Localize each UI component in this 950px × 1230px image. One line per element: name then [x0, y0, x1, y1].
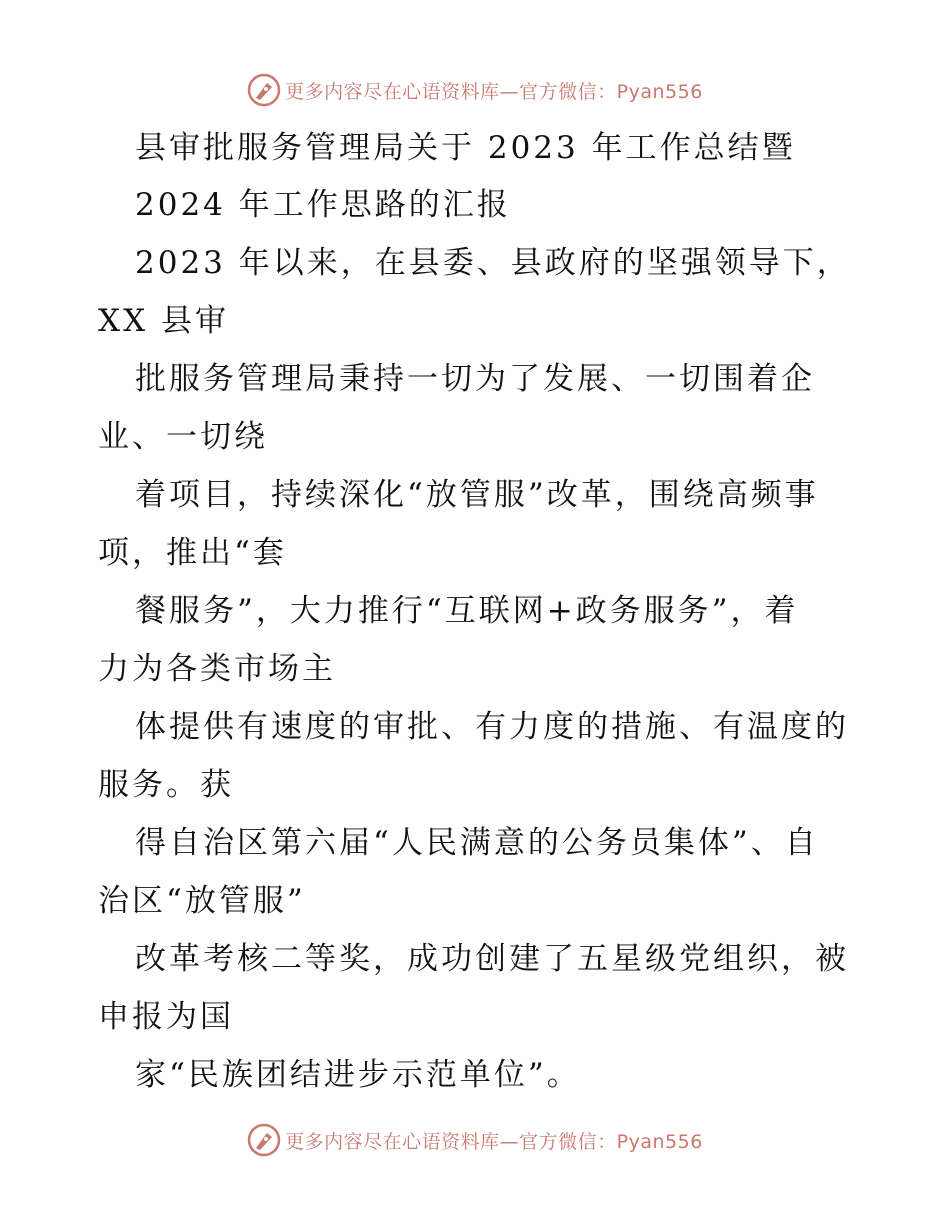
paragraph-line: 申报为国: [98, 999, 234, 1035]
paragraph-line: 项，推出“套: [98, 535, 287, 571]
watermark-text: 更多内容尽在心语资料库—官方微信：Pyan556: [285, 1130, 703, 1153]
paragraph-line: XX 县审: [98, 303, 229, 339]
document-title-line-1: 县审批服务管理局关于 2023 年工作总结暨: [135, 130, 796, 166]
paragraph-line: 治区“放管服”: [98, 883, 306, 919]
paragraph-line: 体提供有速度的审批、有力度的措施、有温度的: [135, 709, 849, 745]
paragraph-line: 2023 年以来，在县委、县政府的坚强领导下，: [135, 245, 851, 281]
paragraph-line: 着项目，持续深化“放管服”改革，围绕高频事: [135, 477, 819, 513]
paragraph-line: 批服务管理局秉持一切为了发展、一切围着企: [135, 361, 815, 397]
document-title-line-2: 2024 年工作思路的汇报: [135, 187, 511, 223]
paragraph-line: 家“民族团结进步示范单位”。: [135, 1057, 581, 1093]
paragraph-line: 力为各类市场主: [98, 651, 336, 687]
pen-nib-logo-icon: [247, 73, 281, 107]
paragraph-line: 服务。获: [98, 767, 234, 803]
paragraph-line: 业、一切绕: [98, 419, 268, 455]
footer-watermark: [0, 1120, 950, 1160]
paragraph-line: 餐服务”，大力推行“互联网+政务服务”，着: [135, 593, 799, 629]
watermark-text: 更多内容尽在心语资料库—官方微信：Pyan556: [285, 80, 703, 103]
pen-nib-logo-icon: [247, 1123, 281, 1157]
paragraph-line: 得自治区第六届“人民满意的公务员集体”、自: [135, 825, 819, 861]
header-watermark: [0, 70, 950, 110]
paragraph-line: 改革考核二等奖，成功创建了五星级党组织，被: [135, 941, 849, 977]
